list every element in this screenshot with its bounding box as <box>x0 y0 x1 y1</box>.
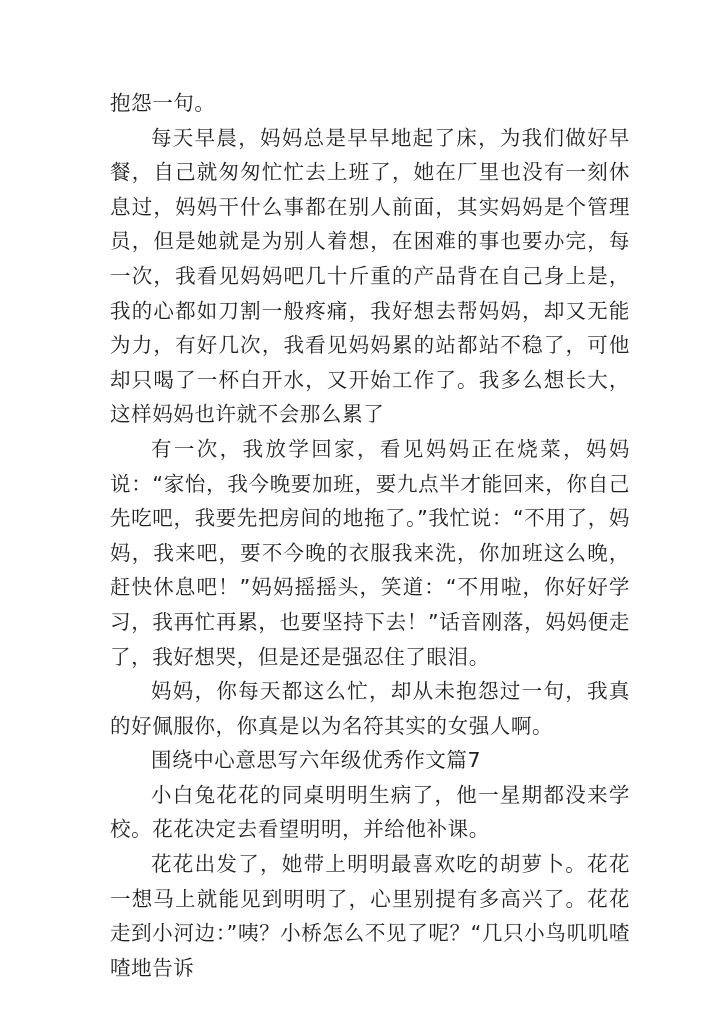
paragraph: 抱怨一句。 <box>110 91 216 115</box>
paragraph: 小白兔花花的同桌明明生病了，他一星期都没来学校。花花决定去看望明明，并给他补课。 <box>110 782 630 842</box>
paragraph: 有一次，我放学回家，看见妈妈正在烧菜，妈妈说：“家怡，我今晚要加班，要九点半才能回来，你自己先吃吧，我要先把房间的地拖了。”我忙说：“不用了，妈妈，我来吧，要不今晚的衣服我来洗，你加班这么晚，赶快休息吧！”妈妈摇摇头，笑道：“不用啦，你好好学习，我再忙再累，也要坚持下去！”话音刚落，妈妈便走了，我好想哭，但是还是强忍住了眼泪。 <box>110 436 630 669</box>
document-body <box>110 86 630 985</box>
section-heading: 围绕中心意思写六年级优秀作文篇7 <box>151 748 482 773</box>
paragraph: 妈妈，你每天都这么忙，却从未抱怨过一句，我真的好佩服你，你真是以为名符其实的女强人啊。 <box>110 679 630 738</box>
paragraph: 花花出发了，她带上明明最喜欢吃的胡萝卜。花花一想马上就能见到明明了，心里别提有多高兴了。花花走到小河边：”咦？小桥怎么不见了呢？“几只小鸟叽叽喳喳地告诉 <box>110 852 630 980</box>
paragraph: 每天早晨，妈妈总是早早地起了床，为我们做好早餐，自己就匆匆忙忙去上班了，她在厂里也没有一刻休息过，妈妈干什么事都在别人前面，其实妈妈是个管理员，但是她就是为别人着想，在困难的事也要办完，每一次，我看见妈妈吧几十斤重的产品背在自己身上是，我的心都如刀割一般疼痛，我好想去帮妈妈，却又无能为力，有好几次，我看见妈妈累的站都站不稳了，可他却只喝了一杯白开水，又开始工作了。我多么想长大，这样妈妈也许就不会那么累了 <box>110 125 630 427</box>
